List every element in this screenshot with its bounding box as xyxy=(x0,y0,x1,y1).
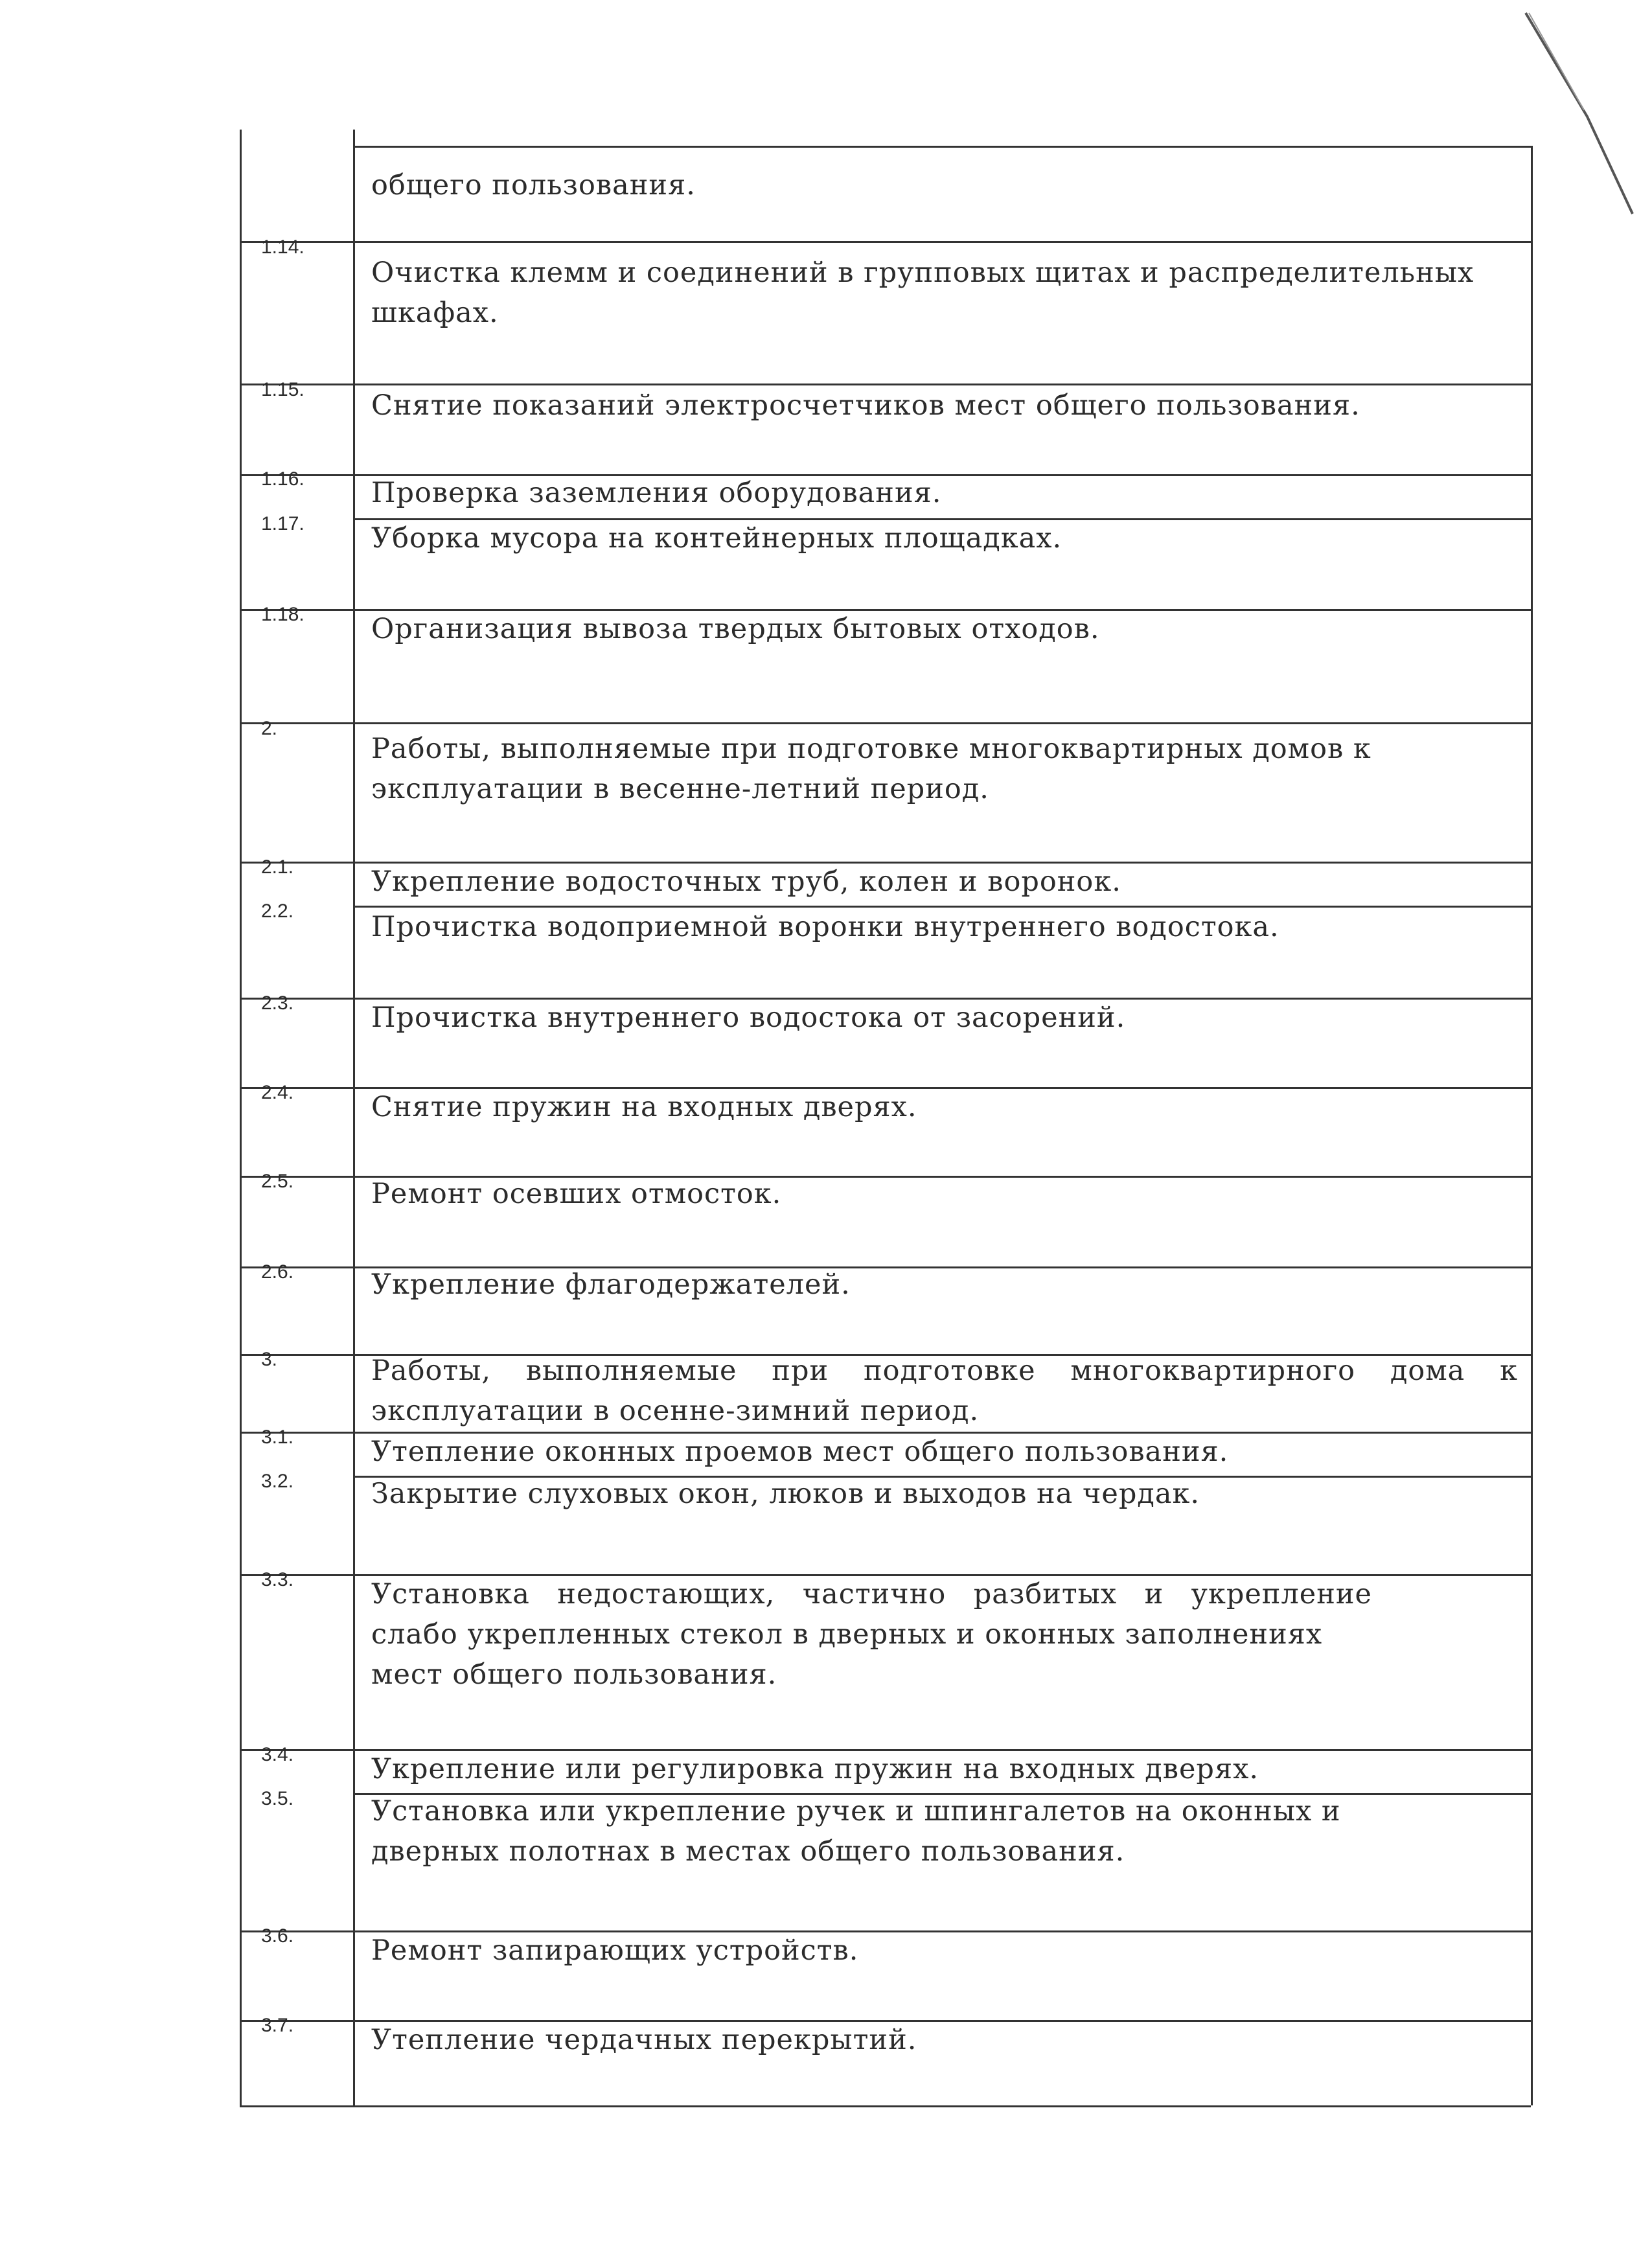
row-text: Закрытие слуховых окон, люков и выходов на чердак. xyxy=(371,1478,1200,1510)
works-table xyxy=(240,130,1531,2107)
row-text: Ремонт запирающих устройств. xyxy=(371,1934,859,1967)
row-number: 3.1. xyxy=(261,1426,294,1448)
column-divider xyxy=(353,130,355,2105)
row-text: Укрепление или регулировка пружин на входных дверях. xyxy=(371,1753,1259,1785)
row-number: 2.5. xyxy=(261,1171,294,1192)
row-text-line: мест общего пользования. xyxy=(371,1658,777,1691)
row-text: Утепление оконных проемов мест общего пользования. xyxy=(371,1436,1229,1468)
row-text: Ремонт осевших отмосток. xyxy=(371,1178,782,1210)
row-number: 1.18. xyxy=(261,604,304,625)
row-text-line: слабо укрепленных стекол в дверных и оконных заполнениях xyxy=(371,1618,1323,1651)
row-text: Утепление чердачных перекрытий. xyxy=(371,2024,917,2056)
table-right-border xyxy=(1531,146,1533,2105)
row-number: 1.17. xyxy=(261,513,304,534)
row-border xyxy=(242,722,1531,724)
row-text: Снятие пружин на входных дверях. xyxy=(371,1091,917,1123)
row-text: Уборка мусора на контейнерных площадках. xyxy=(371,522,1062,555)
row-number: 3.7. xyxy=(261,2015,294,2036)
row-border xyxy=(242,241,1531,243)
row-text: общего пользования. xyxy=(371,169,696,201)
row-number: 3.3. xyxy=(261,1569,294,1590)
row-text: Работы, выполняемые при подготовке многоквартирных домов к эксплуатации в весенне-летний период. xyxy=(371,733,1371,805)
row-text-line: дверных полотнах в местах общего пользования. xyxy=(371,1835,1125,1868)
row-text: Укрепление водосточных труб, колен и воронок. xyxy=(371,865,1121,898)
row-number: 3.2. xyxy=(261,1471,294,1492)
row-text: Организация вывоза твердых бытовых отходов. xyxy=(371,613,1100,645)
row-text-line: эксплуатации в осенне-зимний период. xyxy=(371,1395,980,1427)
row-text-line: Установка недостающих, частично разбитых и укрепление xyxy=(371,1578,1372,1610)
row-text-line: Работы, выполняемые при подготовке многоквартирного дома к xyxy=(371,1355,1518,1387)
row-text-line: Установка или укрепление ручек и шпингалетов на оконных и xyxy=(371,1795,1341,1827)
row-text: Прочистка внутреннего водостока от засорений. xyxy=(371,1002,1126,1034)
row-text: Укрепление флагодержателей. xyxy=(371,1268,851,1301)
row-text: Проверка заземления оборудования. xyxy=(371,477,942,509)
row-number: 3.6. xyxy=(261,1925,294,1947)
row-number: 1.14. xyxy=(261,236,304,258)
row-text: Снятие показаний электросчетчиков мест общего пользования. xyxy=(371,389,1360,422)
row-number: 3. xyxy=(261,1349,278,1370)
row-number: 1.16. xyxy=(261,468,304,490)
row-text: Очистка клемм и соединений в групповых щитах и распределительных шкафах. xyxy=(371,257,1474,329)
row-number: 2.1. xyxy=(261,856,294,878)
row-number: 2.6. xyxy=(261,1261,294,1283)
row-number: 3.4. xyxy=(261,1744,294,1765)
row-number: 2.4. xyxy=(261,1082,294,1103)
row-text: Прочистка водоприемной воронки внутреннего водостока. xyxy=(371,911,1279,943)
row-number: 3.5. xyxy=(261,1788,294,1809)
table-top-border xyxy=(355,146,1531,148)
row-number: 2. xyxy=(261,718,278,739)
row-number: 2.2. xyxy=(261,900,294,922)
row-number: 1.15. xyxy=(261,379,304,400)
row-number: 2.3. xyxy=(261,992,294,1014)
